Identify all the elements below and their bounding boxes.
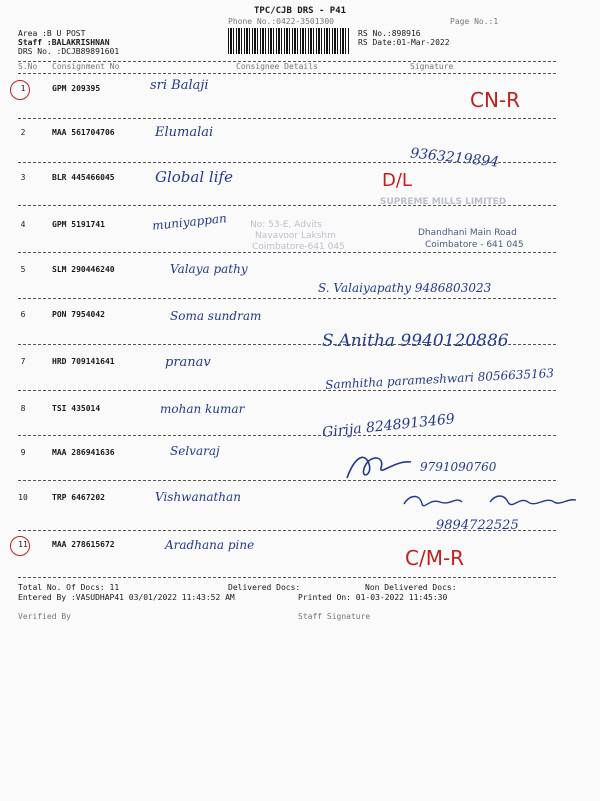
rs-date: RS Date:01-Mar-2022 (358, 38, 450, 47)
consignment-no: TRP 6467202 (52, 493, 105, 502)
consignment-no: MAA 561704706 (52, 128, 115, 137)
col-sno: S.No (18, 62, 38, 71)
row-divider (18, 205, 556, 206)
row-number: 4 (20, 220, 26, 229)
consignment-no: TSI 435014 (52, 404, 101, 413)
signature-phone: 9363219894 (409, 145, 500, 171)
row-divider (18, 344, 556, 345)
row-number: 2 (20, 128, 26, 137)
consignee-name: pranav (165, 355, 211, 370)
signature-phone: 9791090760 (420, 460, 497, 474)
signature-phone: S.Anitha 9940120886 (322, 331, 509, 351)
consignment-no: HRD 709141641 (52, 357, 115, 366)
drs-number: DRS No. :DCJB89891601 (18, 47, 120, 56)
signature-phone: Samhitha parameshwari 8056635163 (324, 366, 555, 392)
consignment-no: GPM 209395 (52, 84, 101, 93)
row-divider (18, 118, 556, 119)
row-number: 8 (20, 404, 26, 413)
verified-by: Verified By (18, 612, 71, 621)
page-number: Page No.:1 (450, 17, 499, 26)
stamp-address-2: Navavoor Lakshm (255, 231, 336, 241)
consignee-name: mohan kumar (160, 402, 245, 416)
row-number: 7 (20, 357, 26, 366)
rs-number: RS No.:898916 (358, 29, 421, 38)
signature-phone: Girija 8248913469 (321, 411, 456, 441)
consignee-name: Selvaraj (170, 444, 220, 458)
row-number: 9 (20, 448, 26, 457)
consignee-name: muniyappan (151, 211, 228, 233)
row-number: 11 (18, 540, 28, 549)
row-divider (18, 162, 556, 163)
barcode (228, 28, 350, 54)
consignment-no: MAA 286941636 (52, 448, 115, 457)
consignee-name: Valaya pathy (170, 262, 248, 276)
signature-remark: C/M-R (405, 546, 465, 570)
staff-signature: Staff Signature (298, 612, 371, 621)
consignment-no: GPM 5191741 (52, 220, 105, 229)
printed-on: Printed On: 01-03-2022 11:45:30 (298, 593, 448, 602)
consignee-name: Global life (155, 168, 233, 186)
consignee-name: Vishwanathan (155, 490, 241, 504)
header-divider-bottom (18, 73, 556, 74)
entered-by: Entered By :VASUDHAP41 03/01/2022 11:43:52 AM (18, 593, 235, 602)
row-divider (18, 252, 556, 253)
row-number: 1 (20, 84, 26, 93)
row-divider (18, 435, 556, 436)
consignee-name: Soma sundram (170, 309, 262, 323)
consignment-no: SLM 290446240 (52, 265, 115, 274)
non-delivered-docs: Non Delivered Docs: (365, 583, 457, 592)
signature-remark: CN-R (470, 88, 521, 112)
phone-number: Phone No.:0422-3501300 (228, 17, 334, 26)
stamp-road: Dhandhani Main Road (418, 228, 517, 238)
row-divider (18, 298, 556, 299)
stamp-address-3: Coimbatore-641 045 (252, 242, 345, 252)
signature-scribble (400, 490, 580, 514)
signature-remark: D/L (382, 170, 412, 191)
consignee-name: sri Balaji (150, 78, 209, 93)
signature-phone: 9894722525 (436, 518, 519, 533)
consignee-name: Aradhana pine (165, 538, 255, 552)
row-divider (18, 530, 556, 531)
consignee-name: Elumalai (155, 125, 214, 140)
col-consignment: Consignment No (52, 62, 120, 71)
row-number: 10 (18, 493, 28, 502)
area-label: Area :B U POST (18, 29, 86, 38)
signature-scribble (345, 450, 415, 482)
stamp-city: Coimbatore - 641 045 (425, 240, 524, 250)
consignment-no: BLR 445466045 (52, 173, 115, 182)
row-divider (18, 480, 556, 481)
row-number: 3 (20, 173, 26, 182)
col-details: Consignee Details (236, 62, 318, 71)
col-signature: Signature (410, 62, 454, 71)
doc-title: TPC/CJB DRS - P41 (253, 6, 347, 16)
total-docs: Total No. Of Docs: 11 (18, 583, 120, 592)
consignment-no: PON 7954042 (52, 310, 105, 319)
row-divider (18, 390, 556, 391)
row-number: 5 (20, 265, 26, 274)
stamp-address-1: No: 53-E, Advits (250, 220, 322, 230)
delivered-docs: Delivered Docs: (228, 583, 301, 592)
company-stamp: SUPREME MILLS LIMITED (380, 197, 507, 207)
consignment-no: MAA 278615672 (52, 540, 115, 549)
staff-label: Staff :BALAKRISHNAN (18, 38, 110, 47)
row-number: 6 (20, 310, 26, 319)
signature-phone: S. Valaiyapathy 9486803023 (318, 281, 492, 295)
row-divider (18, 577, 556, 578)
